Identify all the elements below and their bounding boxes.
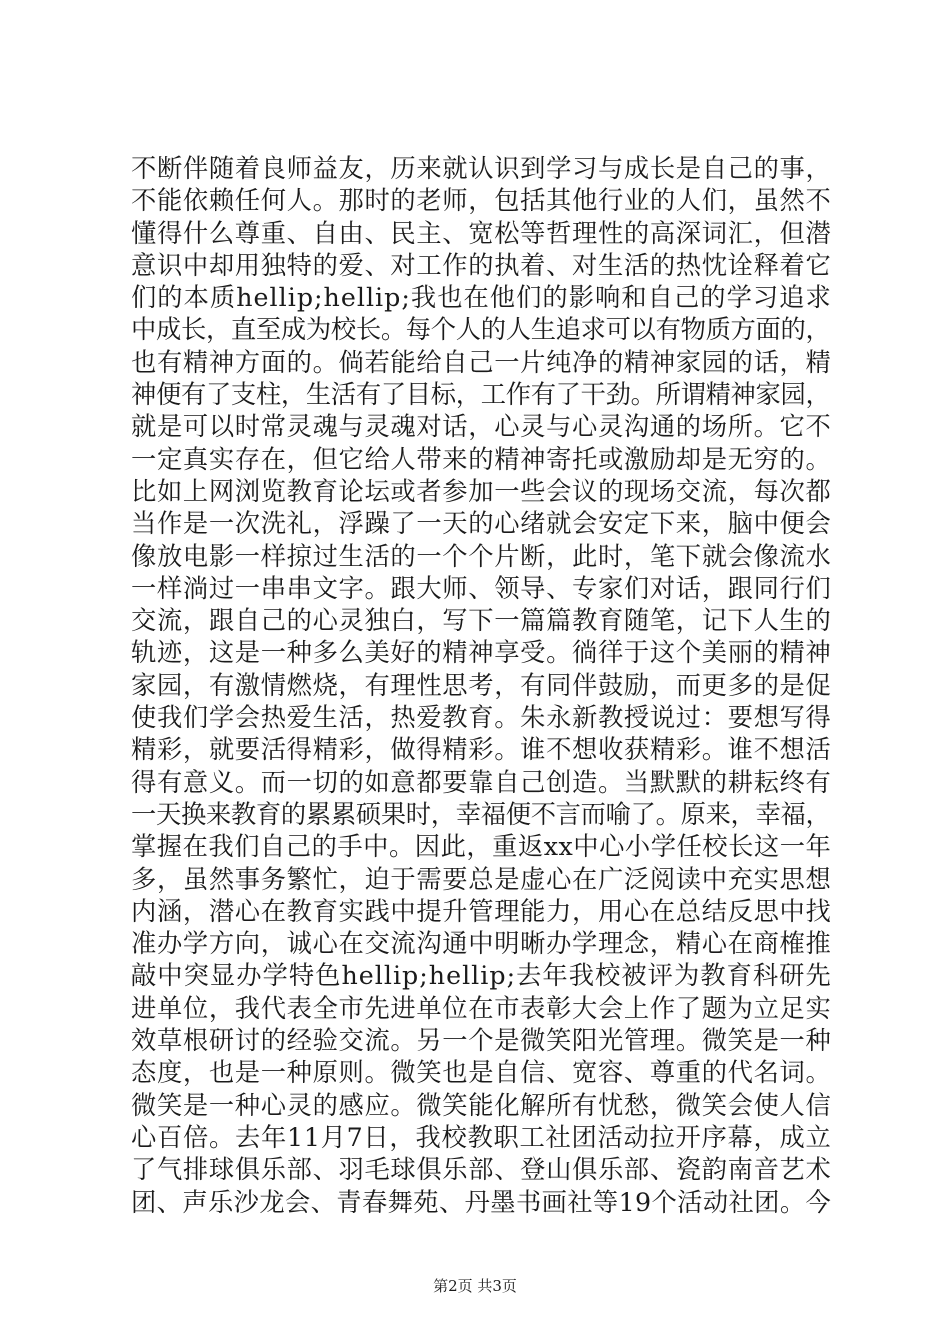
text-line: 微笑是一种心灵的感应。微笑能化解所有忧愁，微笑会使人信 — [131, 1090, 832, 1120]
text-line: 就是可以时常灵魂与灵魂对话，心灵与心灵沟通的场所。它不 — [131, 412, 832, 442]
text-line: 了气排球俱乐部、羽毛球俱乐部、登山俱乐部、瓷韵南音艺术 — [131, 1155, 832, 1185]
text-line: 多，虽然事务繁忙，迫于需要总是虚心在广泛阅读中充实思想 — [131, 864, 832, 894]
text-line: 比如上网浏览教育论坛或者参加一些会议的现场交流，每次都 — [131, 476, 832, 506]
text-line: 使我们学会热爱生活，热爱教育。朱永新教授说过：要想写得 — [131, 703, 832, 733]
text-line: 交流，跟自己的心灵独白，写下一篇篇教育随笔，记下人生的 — [131, 606, 832, 636]
text-line: 家园，有激情燃烧，有理性思考，有同伴鼓励，而更多的是促 — [131, 670, 832, 700]
text-line: 得有意义。而一切的如意都要靠自己创造。当默默的耕耘终有 — [131, 767, 832, 797]
text-line: 意识中却用独特的爱、对工作的执着、对生活的热忱诠释着它 — [131, 250, 832, 280]
text-line: 中成长，直至成为校长。每个人的人生追求可以有物质方面的， — [131, 315, 831, 345]
text-line: 效草根研讨的经验交流。另一个是微笑阳光管理。微笑是一种 — [131, 1026, 832, 1056]
text-line: 当作是一次洗礼，浮躁了一天的心绪就会安定下来，脑中便会 — [131, 509, 832, 539]
text-line: 不能依赖任何人。那时的老师，包括其他行业的人们，虽然不 — [131, 186, 832, 216]
text-line: 进单位，我代表全市先进单位在市表彰大会上作了题为立足实 — [131, 993, 832, 1023]
text-line: 也有精神方面的。倘若能给自己一片纯净的精神家园的话，精 — [131, 347, 832, 377]
text-line: 内涵，潜心在教育实践中提升管理能力，用心在总结反思中找 — [131, 896, 832, 926]
text-line: 轨迹，这是一种多么美好的精神享受。徜徉于这个美丽的精神 — [131, 638, 832, 668]
text-line: 不断伴随着良师益友，历来就认识到学习与成长是自己的事， — [131, 154, 832, 183]
text-line: 掌握在我们自己的手中。因此，重返xx中心小学任校长这一年 — [131, 832, 832, 862]
text-line: 团、声乐沙龙会、青春舞苑、丹墨书画社等19个活动社团。今 — [131, 1187, 832, 1217]
text-line: 一天换来教育的累累硕果时，幸福便不言而喻了。原来，幸福， — [131, 799, 831, 829]
text-line: 神便有了支柱，生活有了目标，工作有了干劲。所谓精神家园， — [131, 380, 831, 410]
text-line: 一样淌过一串串文字。跟大师、领导、专家们对话，跟同行们 — [131, 573, 832, 603]
text-line: 态度，也是一种原则。微笑也是自信、宽容、尊重的代名词。 — [131, 1058, 832, 1088]
text-line: 像放电影一样掠过生活的一个个片断，此时，笔下就会像流水 — [131, 541, 832, 571]
text-line: 心百倍。去年11月7日，我校教职工社团活动拉开序幕，成立 — [131, 1122, 832, 1152]
body-paragraph — [131, 153, 831, 1219]
text-line: 准办学方向，诚心在交流沟通中明晰办学理念，精心在商榷推 — [131, 929, 832, 959]
text-line: 精彩，就要活得精彩，做得精彩。谁不想收获精彩。谁不想活 — [131, 735, 832, 765]
text-line: 们的本质hellip;hellip;我也在他们的影响和自己的学习追求 — [131, 283, 832, 313]
text-line: 一定真实存在，但它给人带来的精神寄托或激励却是无穷的。 — [131, 444, 832, 474]
text-line: 敲中突显办学特色hellip;hellip;去年我校被评为教育科研先 — [131, 961, 832, 991]
page-footer: 第2页 共3页 — [433, 1277, 517, 1295]
text-line: 懂得什么尊重、自由、民主、宽松等哲理性的高深词汇，但潜 — [131, 218, 832, 248]
